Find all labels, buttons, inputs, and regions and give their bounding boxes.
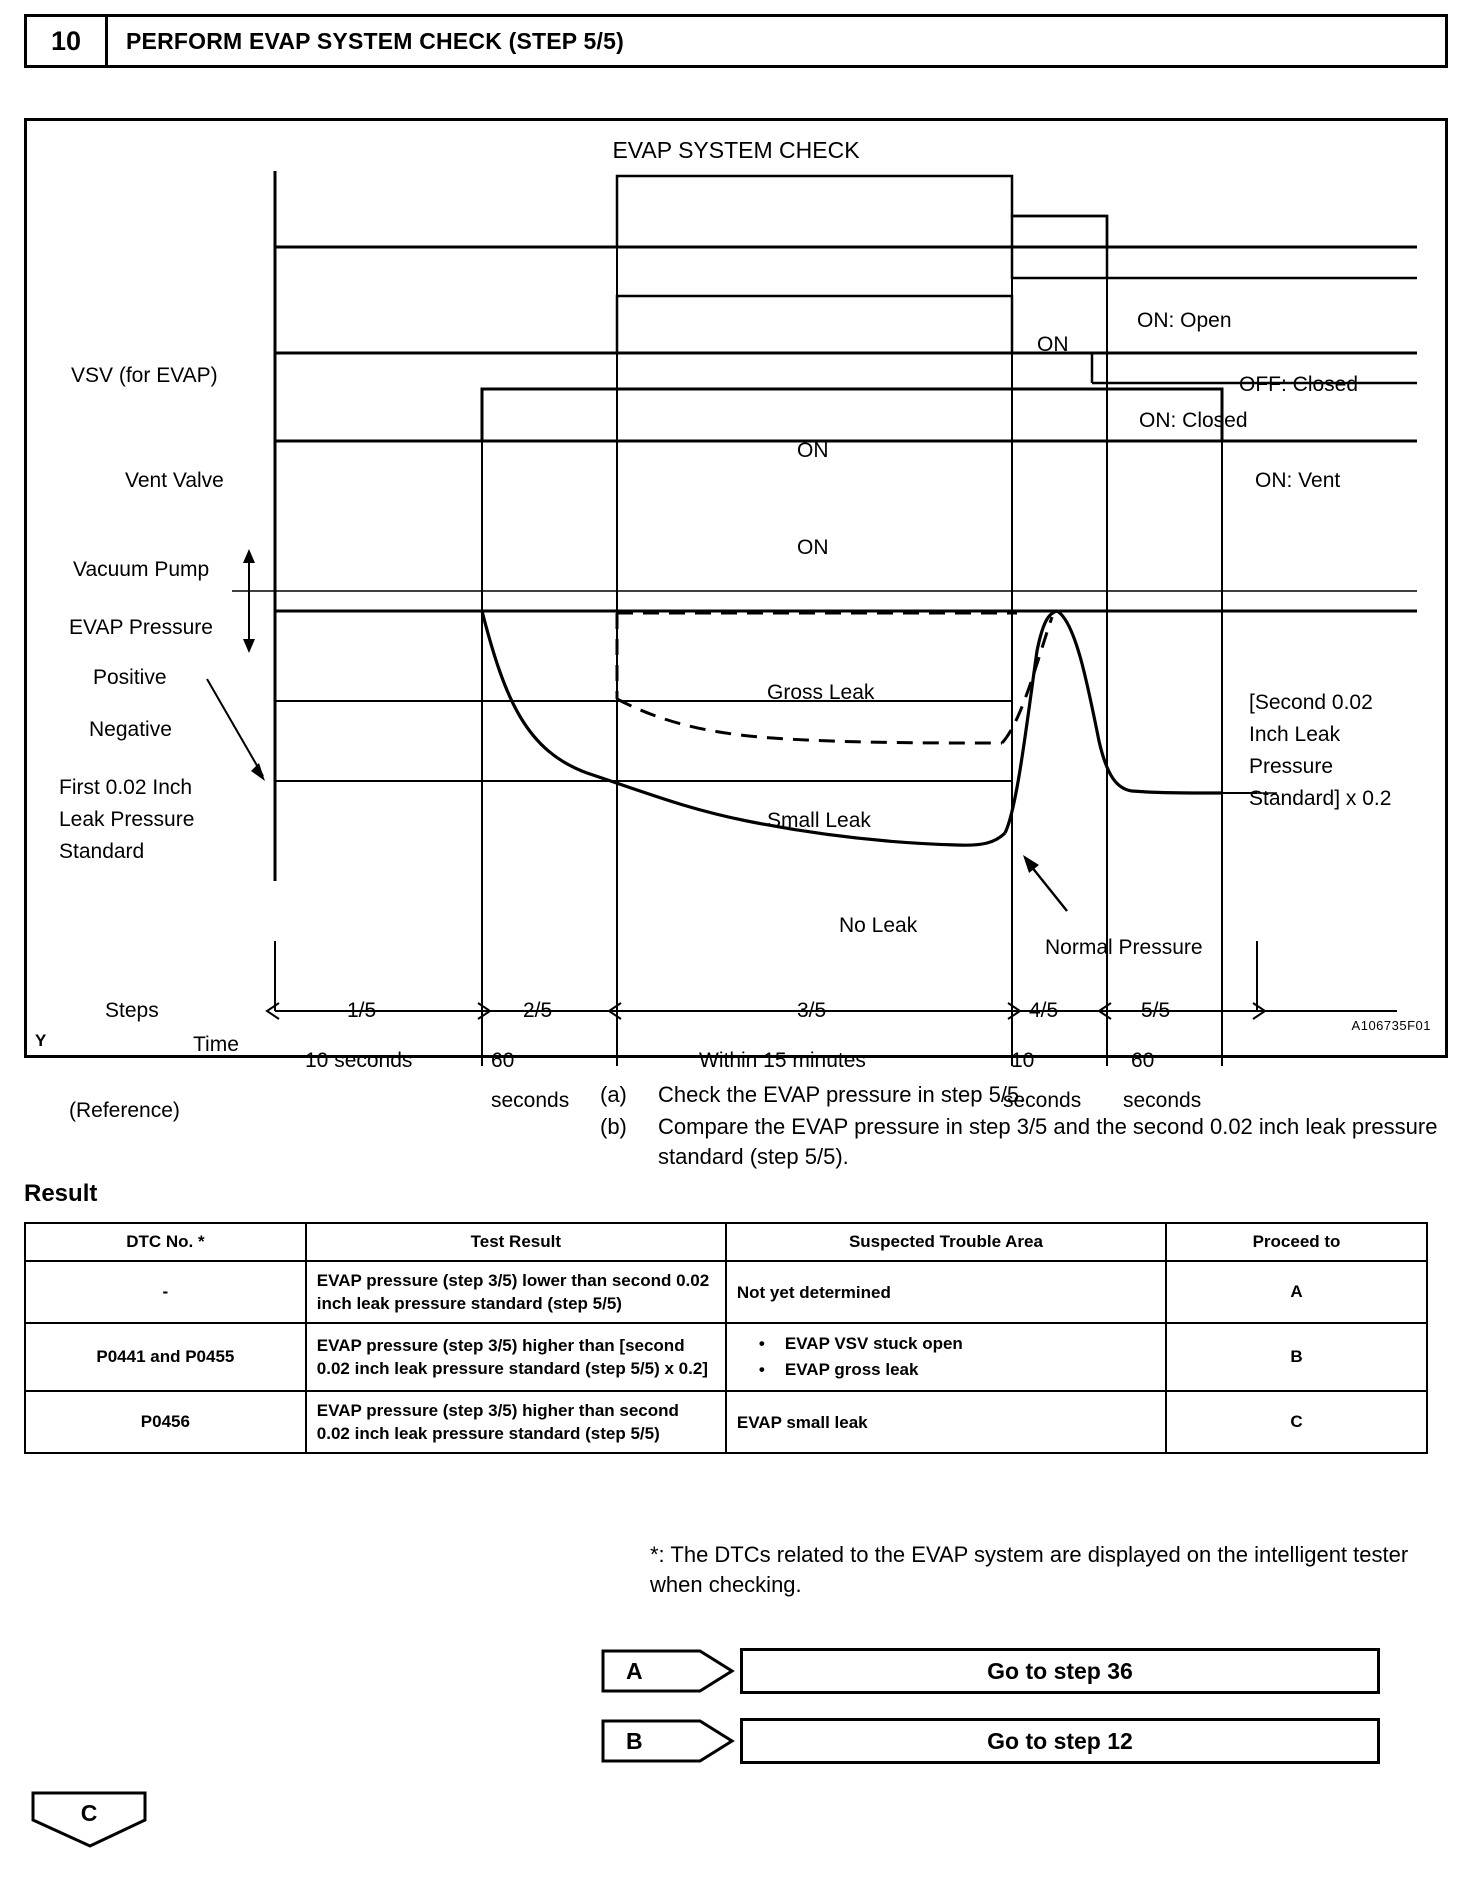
figure-corner-mark: Y	[35, 1031, 47, 1050]
label-normal-pressure: Normal Pressure	[1045, 936, 1203, 959]
step-axis-3: 3/5	[797, 999, 827, 1022]
result-table	[24, 1222, 1428, 1454]
tag-c	[30, 1790, 170, 1842]
instruction-item	[600, 1080, 1440, 1110]
tag-c-label: C	[80, 1800, 98, 1826]
column-header-proceed: Proceed to	[1166, 1223, 1427, 1261]
cell-dtc: -	[25, 1261, 306, 1323]
column-header-trouble-area: Suspected Trouble Area	[726, 1223, 1166, 1261]
cell-dtc: P0441 and P0455	[25, 1323, 306, 1391]
cell-test-result: EVAP pressure (step 3/5) higher than second 0.02 inch leak pressure standard (step 5/5)	[306, 1391, 726, 1453]
label-reference: (Reference)	[69, 1099, 180, 1122]
step-axis-1: 1/5	[347, 999, 377, 1022]
cell-proceed: A	[1166, 1261, 1427, 1323]
instruction-item	[600, 1112, 1440, 1172]
table-row	[25, 1391, 1427, 1453]
label-vacuum-pump: Vacuum Pump	[73, 558, 210, 581]
time-axis-4-line1: 10	[1011, 1049, 1035, 1072]
trouble-area-bullet: • EVAP gross leak	[759, 1357, 1155, 1383]
step-axis-5: 5/5	[1141, 999, 1171, 1022]
label-first-standard-line1: First 0.02 Inch	[59, 776, 193, 799]
column-header-test-result: Test Result	[306, 1223, 726, 1261]
time-axis-4-line2: seconds	[1003, 1089, 1082, 1112]
tag-b	[600, 1718, 740, 1764]
column-header-dtc: DTC No. *	[25, 1223, 306, 1261]
result-heading: Result	[24, 1180, 98, 1207]
evap-timing-diagram	[27, 121, 1445, 1055]
label-second-standard-line4: Standard] x 0.2	[1249, 787, 1392, 810]
tag-b-label: B	[626, 1728, 643, 1754]
cell-dtc: P0456	[25, 1391, 306, 1453]
label-vsv-off-closed: OFF: Closed	[1239, 373, 1359, 396]
time-axis-5-line2: seconds	[1123, 1089, 1202, 1112]
tag-a	[600, 1648, 740, 1694]
label-positive: Positive	[93, 666, 167, 689]
label-no-leak: No Leak	[839, 914, 918, 937]
time-axis-1: 10 seconds	[305, 1049, 413, 1072]
cell-test-result: EVAP pressure (step 3/5) lower than second 0.02 inch leak pressure standard (step 5/5)	[306, 1261, 726, 1323]
figure-title: EVAP SYSTEM CHECK	[612, 137, 860, 163]
footnote: *: The DTCs related to the EVAP system are displayed on the intelligent tester when checking.	[650, 1542, 1409, 1597]
label-vsv-on: ON	[1037, 333, 1069, 356]
label-first-standard-line3: Standard	[59, 840, 145, 863]
label-small-leak: Small Leak	[767, 809, 871, 832]
trouble-area-bullet: • EVAP VSV stuck open	[759, 1331, 1155, 1357]
instruction-marker: (a)	[600, 1082, 627, 1107]
tag-a-label: A	[626, 1658, 643, 1684]
table-header-row	[25, 1223, 1427, 1261]
label-vsv-on-open: ON: Open	[1137, 309, 1232, 332]
time-axis-2-line2: seconds	[491, 1089, 570, 1112]
label-vsv: VSV (for EVAP)	[71, 364, 218, 387]
label-negative: Negative	[89, 718, 172, 741]
label-pump-on: ON	[797, 536, 829, 559]
time-axis-5-line1: 60	[1131, 1049, 1155, 1072]
label-second-standard-line2: Inch Leak	[1249, 723, 1341, 746]
goto-row-a[interactable]	[600, 1648, 1380, 1694]
cell-trouble-area	[726, 1323, 1166, 1391]
label-evap-pressure: EVAP Pressure	[69, 616, 213, 639]
figure-code: A106735F01	[1351, 1018, 1431, 1033]
label-time: Time	[193, 1033, 239, 1056]
table-row	[25, 1323, 1427, 1391]
cell-trouble-area: Not yet determined	[726, 1261, 1166, 1323]
label-steps: Steps	[105, 999, 159, 1022]
label-vent-on-vent: ON: Vent	[1255, 469, 1341, 492]
label-second-standard-line3: Pressure	[1249, 755, 1334, 778]
cell-trouble-area: EVAP small leak	[726, 1391, 1166, 1453]
instruction-marker: (b)	[600, 1114, 627, 1139]
cell-proceed: C	[1166, 1391, 1427, 1453]
label-vent-on-closed: ON: Closed	[1139, 409, 1248, 432]
goto-a-button[interactable]: Go to step 36	[740, 1648, 1380, 1694]
step-number: 10	[27, 17, 108, 65]
label-second-standard-line1: [Second 0.02	[1249, 691, 1373, 714]
label-vent-on: ON	[797, 439, 829, 462]
time-axis-3: Within 15 minutes	[699, 1049, 866, 1072]
table-row	[25, 1261, 1427, 1323]
step-title: PERFORM EVAP SYSTEM CHECK (STEP 5/5)	[126, 27, 624, 54]
label-first-standard-line2: Leak Pressure	[59, 808, 195, 831]
time-axis-2-line1: 60	[491, 1049, 515, 1072]
step-axis-4: 4/5	[1029, 999, 1059, 1022]
goto-row-b[interactable]	[600, 1718, 1380, 1764]
instruction-text: Compare the EVAP pressure in step 3/5 and the second 0.02 inch leak pressure standard (step 5/5).	[658, 1114, 1438, 1169]
instruction-list	[600, 1080, 1440, 1174]
label-vent-valve: Vent Valve	[125, 469, 224, 492]
goto-b-button[interactable]: Go to step 12	[740, 1718, 1380, 1764]
cell-test-result: EVAP pressure (step 3/5) higher than [second 0.02 inch leak pressure standard (step 5/5) x 0.2]	[306, 1323, 726, 1391]
label-gross-leak: Gross Leak	[767, 681, 875, 704]
step-axis-2: 2/5	[523, 999, 553, 1022]
trouble-area-bullet-list	[737, 1331, 1155, 1383]
instruction-text: Check the EVAP pressure in step 5/5.	[658, 1082, 1026, 1107]
cell-proceed: B	[1166, 1323, 1427, 1391]
step-header	[24, 14, 1448, 68]
